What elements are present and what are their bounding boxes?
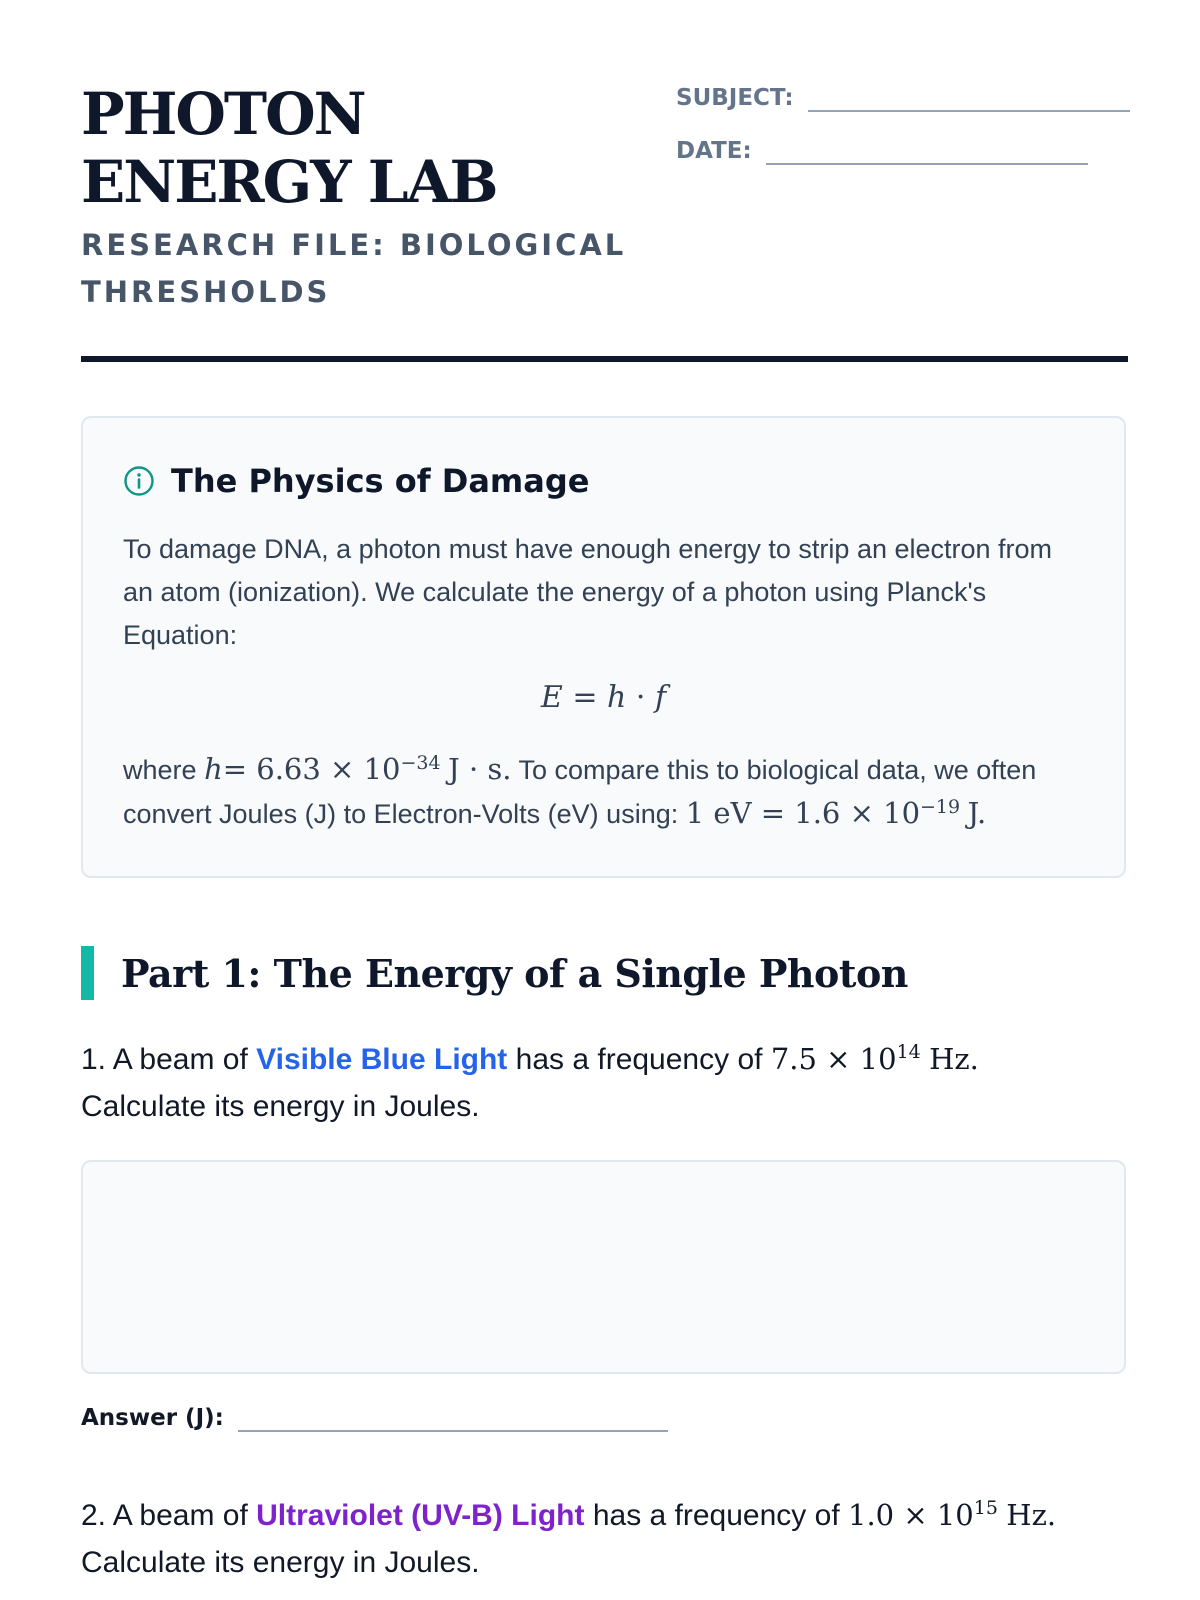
header bbox=[81, 80, 1128, 362]
date-row bbox=[676, 137, 1088, 165]
page-subtitle: RESEARCH FILE: BIOLOGICAL THRESHOLDS bbox=[81, 228, 627, 309]
question-1 bbox=[81, 1036, 1141, 1130]
part-1-heading bbox=[81, 946, 908, 1000]
q1-prefix: 1. A beam of bbox=[81, 1043, 248, 1076]
h-unit: J · s. bbox=[448, 752, 512, 786]
q2-unit: Hz. bbox=[1006, 1498, 1057, 1532]
eq-h-symbol: h bbox=[607, 680, 627, 715]
q1-highlight: Visible Blue Light bbox=[256, 1043, 508, 1076]
plancks-equation bbox=[83, 680, 1124, 715]
ev-expression: 1 eV = 1.6 × 10 bbox=[685, 796, 921, 830]
subject-row bbox=[676, 84, 1130, 112]
eq-energy-symbol: E bbox=[540, 680, 563, 715]
header-divider bbox=[81, 356, 1128, 362]
info-paragraph-1: To damage DNA, a photon must have enough energy to strip an electron from an atom (ionization). We calculate the energy of a photon using Planck's Equation: bbox=[123, 534, 1053, 650]
q1-frequency: 7.5 × 10 bbox=[770, 1042, 897, 1076]
question-2 bbox=[81, 1492, 1141, 1586]
q1-unit: Hz. bbox=[929, 1042, 979, 1076]
q1-suffix: Calculate its energy in Joules. bbox=[81, 1090, 480, 1123]
info-paragraph-2 bbox=[123, 748, 1083, 836]
q2-frequency: 1.0 × 10 bbox=[848, 1498, 974, 1532]
eq-dot: · bbox=[635, 680, 646, 715]
q1-answer-row bbox=[81, 1404, 668, 1432]
info-circle-icon bbox=[123, 465, 155, 497]
h-value: = 6.63 × 10 bbox=[222, 752, 401, 786]
date-field[interactable] bbox=[766, 137, 1088, 165]
page-title: PHOTON ENERGY LAB bbox=[81, 80, 497, 216]
info-box-title: The Physics of Damage bbox=[171, 462, 590, 500]
h-symbol: h bbox=[204, 752, 223, 786]
q2-middle: has a frequency of bbox=[592, 1499, 840, 1532]
subject-field[interactable] bbox=[808, 84, 1130, 112]
ev-exponent: −19 bbox=[920, 796, 961, 818]
q2-prefix: 2. A beam of bbox=[81, 1499, 248, 1532]
q2-highlight: Ultraviolet (UV-B) Light bbox=[256, 1499, 585, 1532]
info-box-header bbox=[123, 462, 589, 500]
q2-exponent: 15 bbox=[973, 1497, 998, 1519]
eq-f-symbol: f bbox=[655, 680, 667, 715]
q1-work-area[interactable] bbox=[81, 1160, 1126, 1374]
part-1-title: Part 1: The Energy of a Single Photon bbox=[121, 950, 908, 996]
eq-equals: = bbox=[572, 680, 598, 715]
section-accent-bar bbox=[81, 946, 94, 1000]
subject-label: SUBJECT: bbox=[676, 85, 794, 111]
h-exponent: −34 bbox=[400, 752, 441, 774]
q1-middle: has a frequency of bbox=[515, 1043, 763, 1076]
q1-answer-label: Answer (J): bbox=[81, 1405, 224, 1431]
where-text: where bbox=[123, 755, 197, 785]
ev-unit: J. bbox=[967, 796, 987, 830]
q1-exponent: 14 bbox=[896, 1041, 921, 1063]
conversion-text: To compare this to biological data, we often convert Joules (J) to Electron-Volts (eV) using: bbox=[123, 755, 1037, 829]
q1-answer-field[interactable] bbox=[238, 1404, 668, 1432]
info-box bbox=[81, 416, 1126, 878]
date-label: DATE: bbox=[676, 138, 752, 164]
q2-suffix: Calculate its energy in Joules. bbox=[81, 1546, 480, 1579]
